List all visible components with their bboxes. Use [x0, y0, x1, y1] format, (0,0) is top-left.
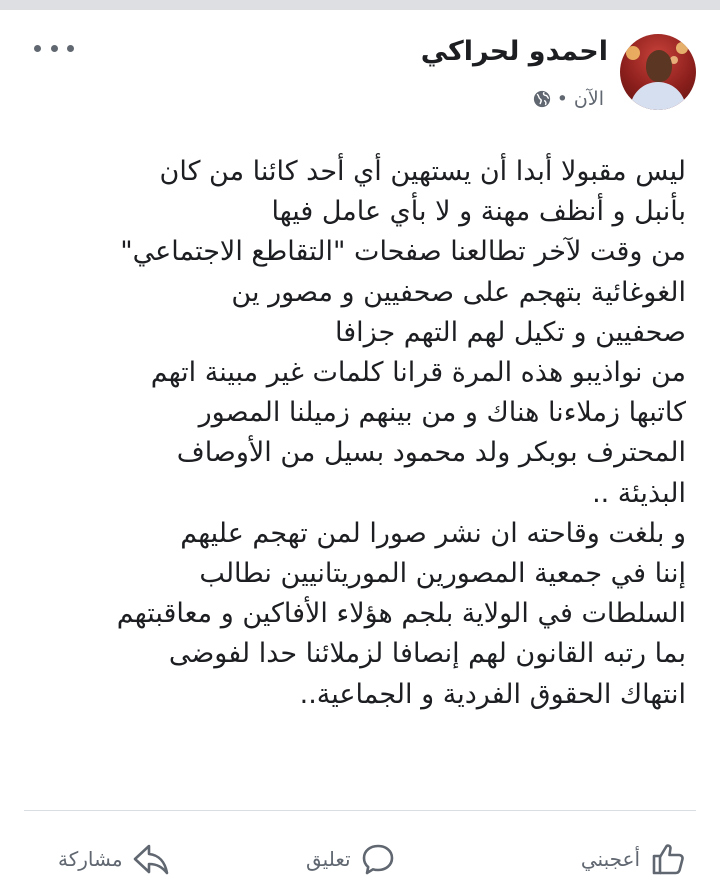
post-text-line: كاتبها زملاءنا هناك و من بينهم زميلنا المصور	[198, 397, 686, 429]
dot	[51, 45, 58, 52]
post-text-line: بأنبل و أنظف مهنة و لا بأي عامل فيها	[271, 196, 686, 228]
feed-separator	[0, 0, 720, 10]
post-text-line: صحفيين و تكيل لهم التهم جزافا	[335, 316, 686, 348]
post-text-line: و بلغت وقاحته ان نشر صورا لمن تهجم عليهم	[180, 517, 686, 549]
post-text-line: ليس مقبولا أبدا أن يستهين أي أحد كائنا من كان	[159, 156, 686, 187]
globe-icon[interactable]	[533, 90, 551, 108]
comment-label: تعليق	[306, 847, 351, 871]
post-actions	[0, 836, 720, 886]
author-name[interactable]: احمدو لحراكي	[420, 36, 608, 67]
post-text-line: انتهاك الحقوق الفردية و الجماعية..	[299, 678, 686, 710]
thumbs-up-icon	[648, 839, 688, 879]
divider	[24, 810, 696, 811]
meta-separator: •	[556, 88, 568, 110]
more-options-icon[interactable]	[34, 34, 74, 62]
share-button[interactable]	[58, 836, 171, 882]
post-text	[26, 152, 686, 715]
share-label: مشاركة	[58, 847, 123, 871]
like-button[interactable]	[581, 836, 688, 882]
comment-button[interactable]	[306, 836, 397, 882]
post-text-line: بما رتبه القانون لهم إنصافا لزملائنا حدا لفوضى	[168, 638, 686, 670]
post-meta	[533, 88, 604, 110]
share-icon	[131, 840, 171, 878]
post-text-line: إننا في جمعية المصورين الموريتانيين نطالب	[199, 558, 686, 590]
post-card	[0, 10, 720, 888]
post-text-line: البذيئة ..	[592, 477, 686, 509]
avatar[interactable]	[620, 34, 696, 110]
timestamp[interactable]: الآن	[573, 88, 604, 110]
post-text-line: المحترف بوبكر ولد محمود بسيل من الأوصاف	[176, 437, 686, 469]
post-text-line: السلطات في الولاية بلجم هؤلاء الأفاكين و معاقبتهم	[116, 598, 686, 630]
dot	[34, 45, 41, 52]
dot	[67, 45, 74, 52]
post-text-line: الغوغائية بتهجم على صحفيين و مصور ين	[231, 276, 686, 308]
like-label: أعجبني	[580, 847, 640, 871]
comment-icon	[359, 840, 397, 878]
post-text-line: من وقت لآخر تطالعنا صفحات "التقاطع الاجتماعي"	[120, 236, 686, 268]
post-text-line: من نواذيبو هذه المرة قرانا كلمات غير مبينة اتهم	[150, 357, 686, 389]
